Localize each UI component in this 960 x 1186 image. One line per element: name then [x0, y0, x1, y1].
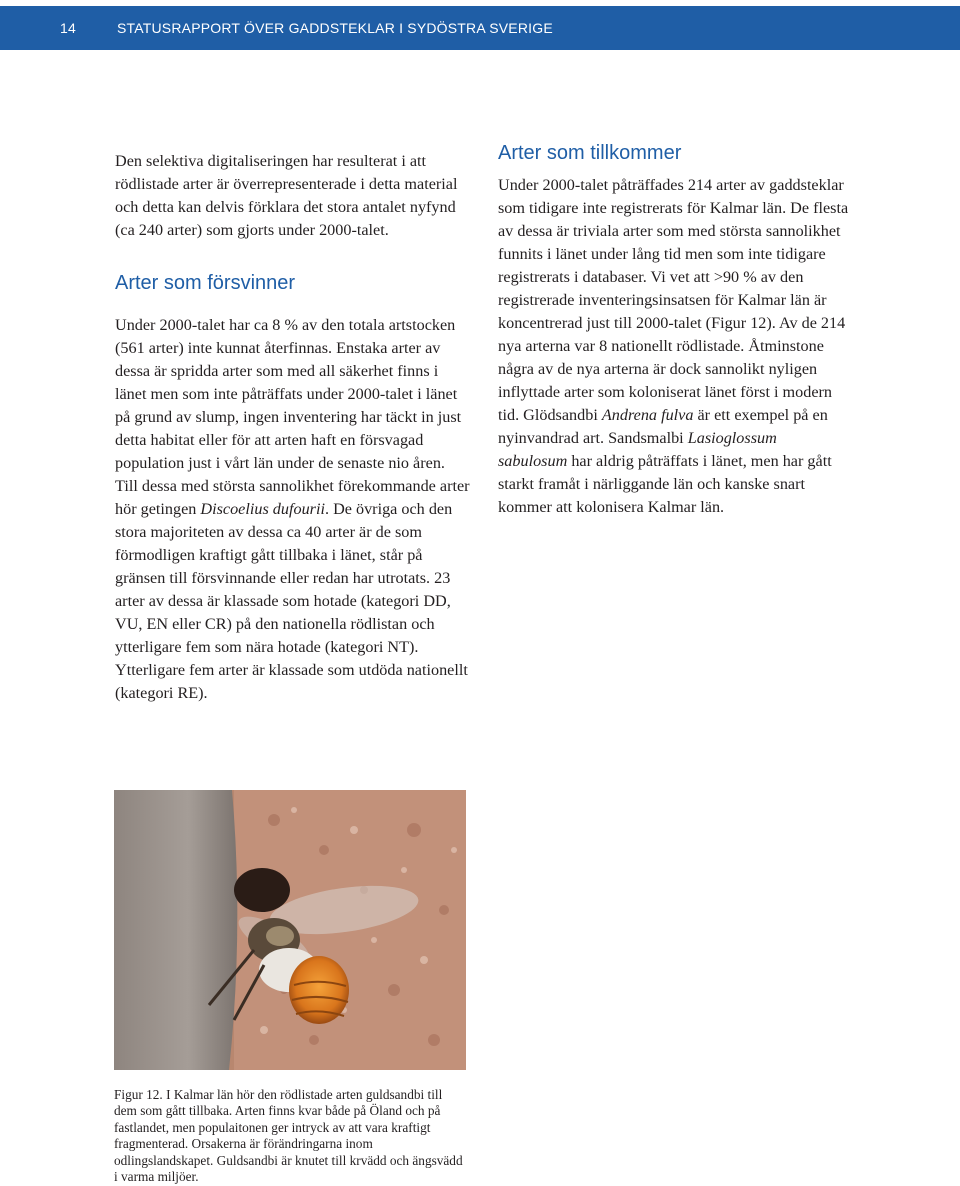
species-name: Discoelius dufourii: [200, 500, 325, 518]
intro-paragraph: Den selektiva digitaliseringen har resulterat i att rödlistade arter är överrepresenterade i detta material och detta kan delvis förklara det stora antalet nyfynd (ca 240 arter) som gjorts under 2000-talet.: [115, 152, 458, 239]
figure-caption: Figur 12. I Kalmar län hör den rödlistade arten guldsandbi till dem som gått tillbaka. Arten finns kvar både på Öland och på fastlandet, men populaitonen ger intryck av att vara kraftigt fragmenterad. Orsakerna är förändringarna inom odlingslandskapet. Guldsandbi är knutet till krvädd och ängsvädd i varma miljöer.: [114, 1087, 463, 1185]
page-number: 14: [60, 20, 76, 36]
new-species-paragraph: Under 2000-talet påträffades 214 arter av gaddsteklar som tidigare inte registrerats för Kalmar län. De flesta av dessa är triviala arter som med största sannolikhet funnits i länet under lång tid men som inte tidigare registrerats i databaser. Vi vet att >90 % av den registrerade inventeringsinsatsen för Kalmar län är koncentrerad just till 2000-talet (Figur 12). Av de 214 nya arterna var 8 nationellt rödlistade. Åtminstone några av de nya arterna är dock sannolikt nyligen inflyttade arter som koloniserat länet först i modern tid. Glödsandbi Andrena fulva är ett exempel på en nyinvandrad art. Sandsmalbi Lasioglossum sabulosum har aldrig påträffats i länet, men har gått starkt framåt i närliggande län och kanske snart kommer att kolonisera Kalmar län.: [498, 176, 849, 516]
running-title: STATUSRAPPORT ÖVER GADDSTEKLAR I SYDÖSTRA SVERIGE: [117, 20, 553, 36]
species-name: Lasioglossum sabulosum: [498, 429, 777, 470]
right-column: [498, 140, 850, 519]
section-heading-disappearing: Arter som försvinner: [115, 272, 296, 294]
bee-photo: [114, 790, 466, 1070]
section-heading-new: Arter som tillkommer: [498, 142, 682, 164]
species-name: Andrena fulva: [601, 406, 694, 424]
page-header: [0, 6, 960, 50]
disappearing-paragraph: Under 2000-talet har ca 8 % av den totala artstocken (561 arter) inte kunnat återfinnas. Enstaka arter av dessa är spridda arter som med all säkerhet finns i länet men som inte påträffats under 2000-talet i länet på grund av slump, ingen inventering har täckt in just detta habitat eller för att arten haft en försvagad population just i vårt län under de senaste nio åren. Till dessa med största sannolikhet förekommande arter hör getingen Discoelius dufourii. De övriga och den stora majoriteten av dessa ca 40 arter är de som förmodligen kraftigt gått tillbaka i länet, står på gränsen till försvinnande eller redan har utrotats. 23 arter av dessa är klassade som hotade (kategori DD, VU, EN eller CR) på den nationella rödlistan och ytterligare fem som nära hotade (kategori NT). Ytterligare fem arter är klassade som utdöda nationellt (kategori RE).: [115, 316, 470, 702]
left-column: [115, 150, 471, 705]
